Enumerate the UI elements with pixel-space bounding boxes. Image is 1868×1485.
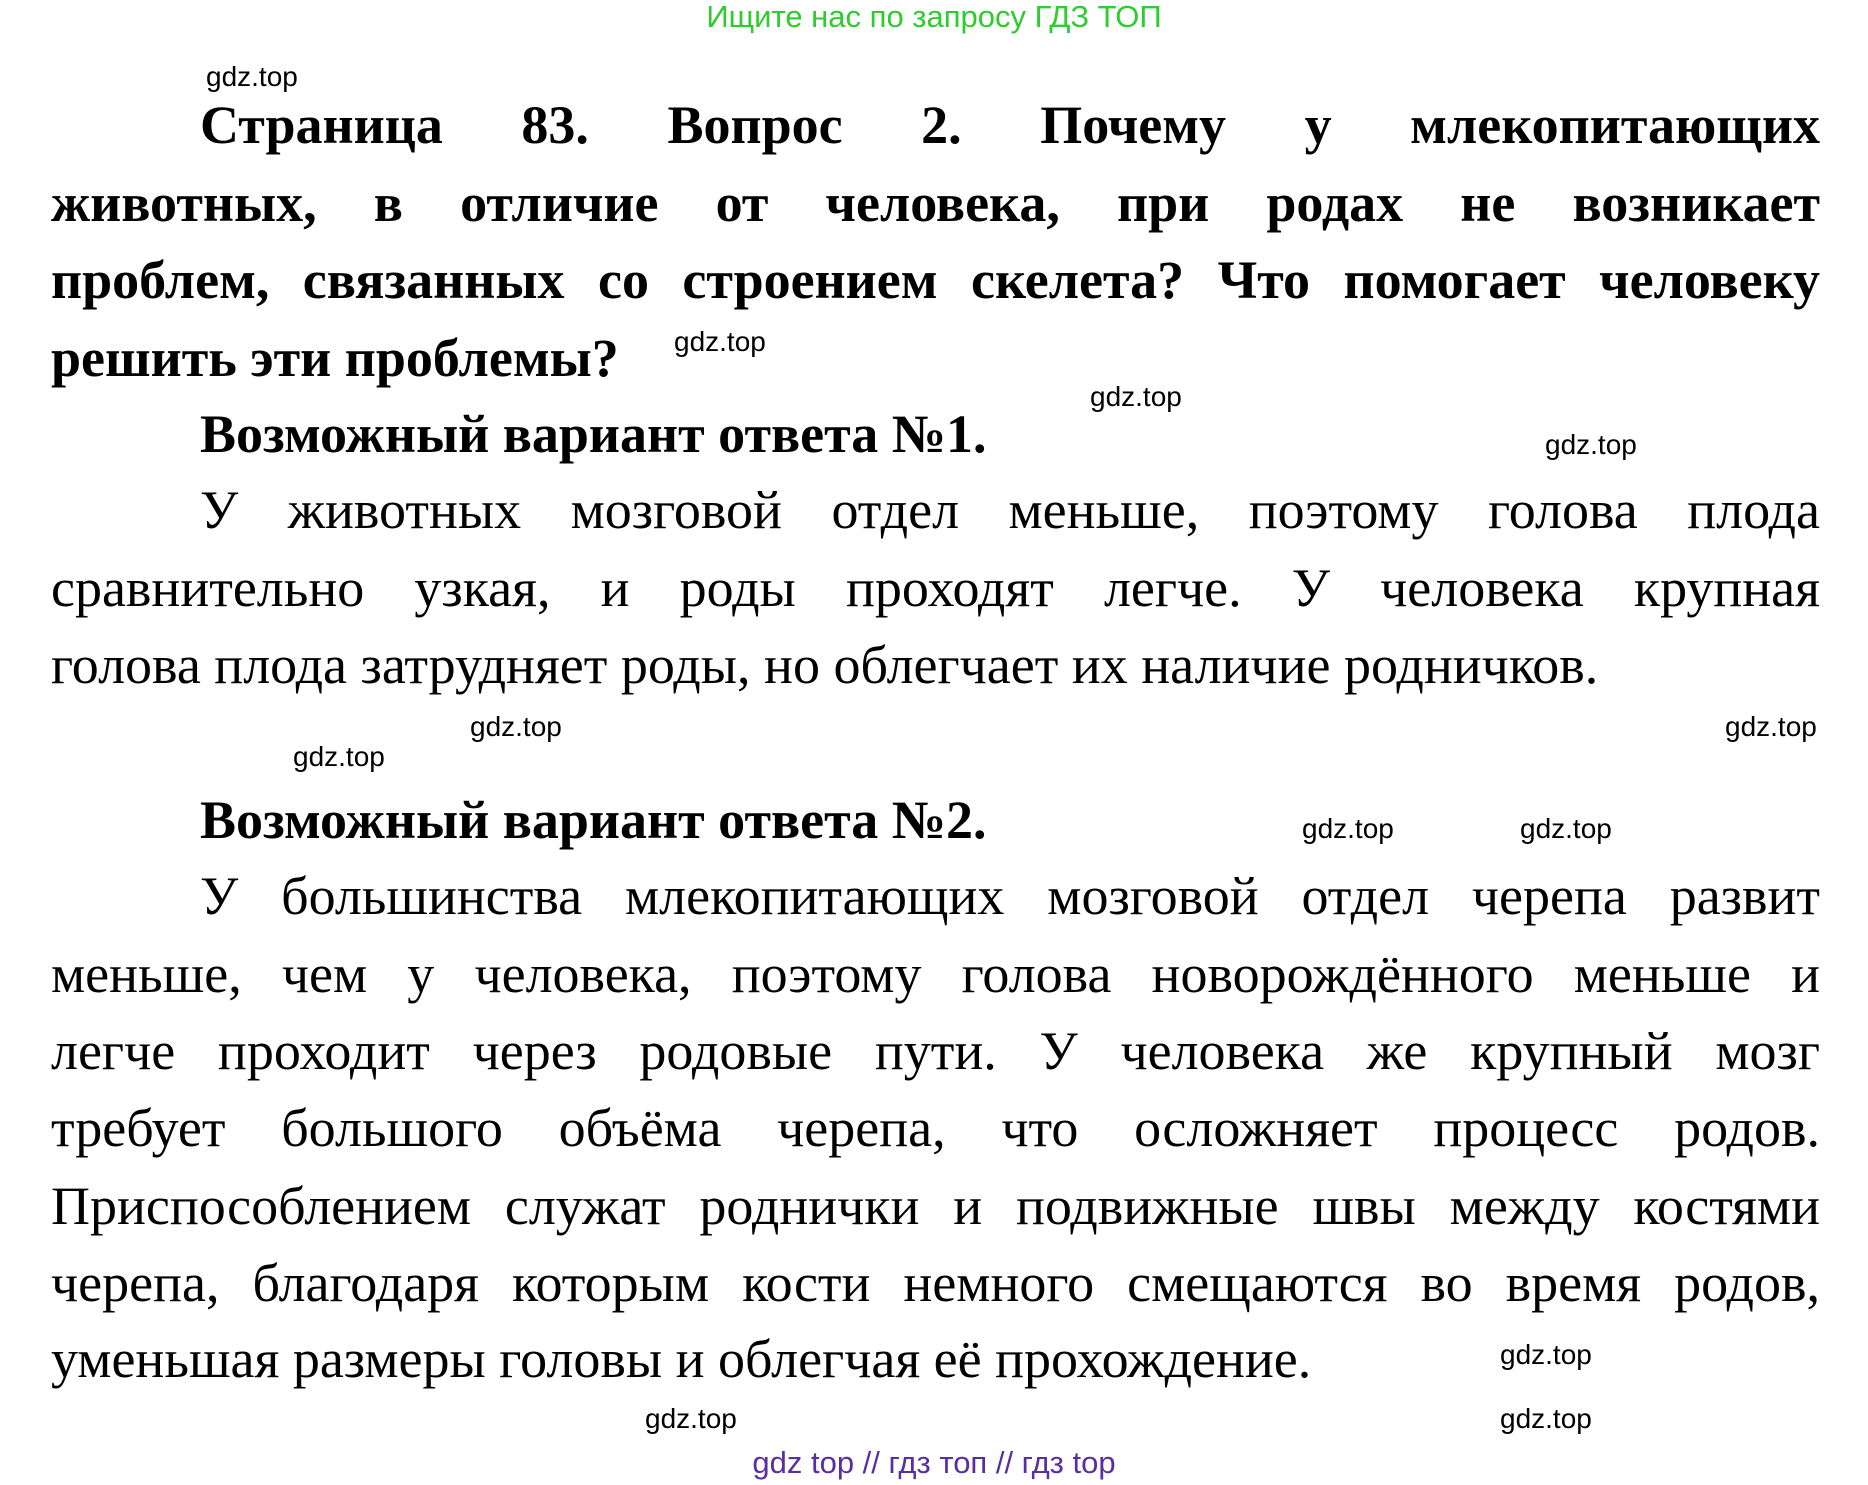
- answer2-line: легче проходит через родовые пути. У человека же крупный мозг: [51, 1021, 1820, 1081]
- question-line: животных, в отличие от человека, при родах не возникает: [51, 173, 1820, 233]
- answer2-line: У большинства млекопитающих мозговой отдел черепа развит: [200, 866, 1820, 926]
- answer2-line: меньше, чем у человека, поэтому голова новорождённого меньше и: [51, 944, 1820, 1004]
- footer-links[interactable]: gdz top // гдз топ // гдз top: [752, 1445, 1116, 1480]
- watermark: gdz.top: [470, 711, 562, 742]
- watermark: gdz.top: [1725, 711, 1817, 742]
- watermark: gdz.top: [1090, 381, 1182, 412]
- watermark: gdz.top: [1500, 1339, 1592, 1370]
- question-line: Страница 83. Вопрос 2. Почему у млекопитающих: [200, 95, 1820, 155]
- search-banner[interactable]: Ищите нас по запросу ГДЗ ТОП: [706, 0, 1162, 34]
- watermark: gdz.top: [1520, 813, 1612, 844]
- answer2-heading: Возможный вариант ответа №2.: [200, 790, 987, 850]
- watermark: gdz.top: [1500, 1403, 1592, 1434]
- watermark: gdz.top: [1545, 429, 1637, 460]
- watermark: gdz.top: [645, 1403, 737, 1434]
- answer2-line: требует большого объёма черепа, что осложняет процесс родов.: [51, 1098, 1820, 1158]
- watermark: gdz.top: [206, 61, 298, 92]
- watermark: gdz.top: [293, 741, 385, 772]
- answer1-line: У животных мозговой отдел меньше, поэтому голова плода: [200, 480, 1820, 540]
- watermark: gdz.top: [1302, 813, 1394, 844]
- answer1-line: сравнительно узкая, и роды проходят легче. У человека крупная: [51, 558, 1820, 618]
- watermark: gdz.top: [674, 326, 766, 357]
- answer2-line: Приспособлением служат роднички и подвижные швы между костями: [51, 1176, 1820, 1236]
- answer2-line: черепа, благодаря которым кости немного смещаются во время родов,: [51, 1253, 1820, 1313]
- answer1-line: голова плода затрудняет роды, но облегчает их наличие родничков.: [51, 635, 1599, 695]
- answer1-heading: Возможный вариант ответа №1.: [200, 404, 987, 464]
- question-line: решить эти проблемы?: [51, 328, 619, 388]
- answer2-line: уменьшая размеры головы и облегчая её прохождение.: [51, 1329, 1312, 1389]
- question-line: проблем, связанных со строением скелета? Что помогает человеку: [51, 250, 1820, 310]
